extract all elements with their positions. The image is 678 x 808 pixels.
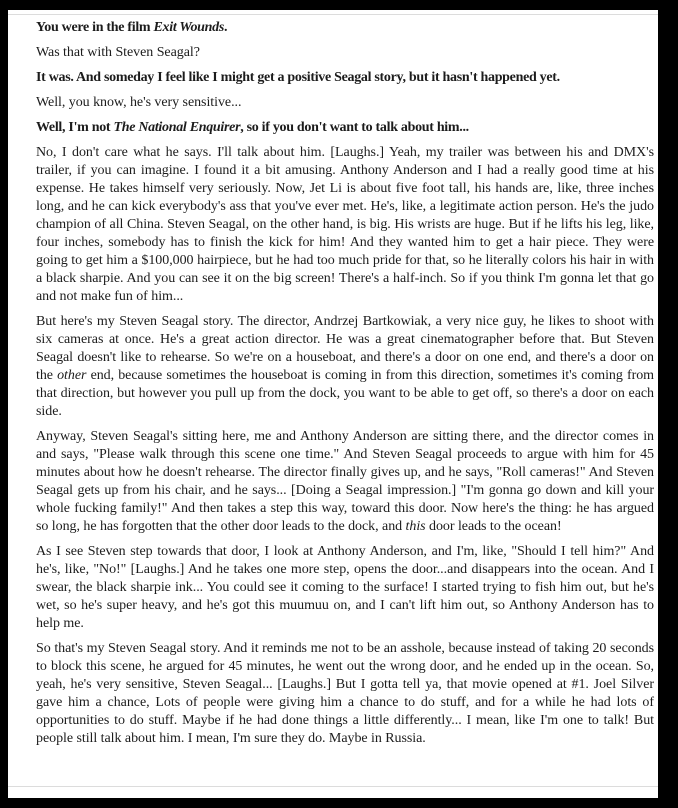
interview-answer: As I see Steven step towards that door, I look at Anthony Anderson, and I'm, like, "Should I tell him?" And he's, like, "No!" [Laughs.] And he takes one more step, opens the door...and disappears into the ocean. And I swear, the black sharpie ink... You could see it coming to the surface! I started trying to fish him out, but he's wet, so he's super heavy, and he's got this muumuu on, and I can't lift him out, so Anthony Anderson has to help me.	[36, 544, 654, 631]
interview-answer: Anyway, Steven Seagal's sitting here, me and Anthony Anderson are sitting there, and the director comes in and says, "Please walk through this scene one time." And Steven Seagal proceeds to argue with him for 45 minutes about how he doesn't rehearse. The director finally gives up, and he says, "Roll cameras!" And Steven Seagal gets up from his chair, and he says... [Doing a Seagal impression.] "I'm gonna go down and kill your whole fucking family!" And then takes a step this way, toward this door. Now here's the thing: he has argued so long, he has forgotten that the other door leads to the dock, and this door leads to the ocean!	[36, 429, 654, 534]
interview-answer: So that's my Steven Seagal story. And it reminds me not to be an asshole, because instead of taking 20 seconds to block this scene, he argued for 45 minutes, he went out the wrong door, and he ended up in the ocean. So, yeah, he's very sensitive, Steven Seagal... [Laughs.] But I gotta tell ya, that movie opened at #1. Joel Silver gave him a chance, Lots of people were giving him a chance to do stuff, and for a while he had lots of opportunities to do stuff. Maybe if he had done things a little differently... I mean, like I'm one to talk! But people still talk about him. I mean, I'm sure they do. Maybe in Russia.	[36, 641, 654, 746]
article	[8, 10, 658, 748]
italic-text: Exit Wounds	[153, 20, 224, 35]
italic-text: this	[405, 519, 426, 534]
interview-question: It was. And someday I feel like I might get a positive Seagal story, but it hasn't happened yet.	[36, 70, 560, 85]
interview-question: You were in the film Exit Wounds.	[36, 20, 228, 35]
interview-answer: No, I don't care what he says. I'll talk about him. [Laughs.] Yeah, my trailer was between his and DMX's trailer, if you can imagine. I found it a bit amusing. Anthony Anderson and I had a really good time at his expense. He takes himself very seriously. Now, Jet Li is about five foot tall, his hands are, like, three inches long, and he can kick everybody's ass that you've ever met. He's, like, a legitimate action person. He's the judo champion of all China. Steven Seagal, on the other hand, is big. His wrists are huge. But if he lifts his leg, like, four inches, somebody has to finish the kick for him! And they wanted him to get a hair piece. They were going to get him a $100,000 hairpiece, but he had too much pride for that, so he literally colors his hair in with a black sharpie. And you can see it on the big screen! There's a half-inch. So if you think I'm gonna let that go and not make fun of him...	[36, 145, 654, 304]
interview-answer: Well, you know, he's very sensitive...	[36, 95, 242, 110]
italic-text: other	[57, 368, 87, 383]
italic-text: The National Enquirer	[113, 120, 241, 135]
interview-answer: Was that with Steven Seagal?	[36, 45, 200, 60]
interview-answer: But here's my Steven Seagal story. The director, Andrzej Bartkowiak, a very nice guy, he likes to shoot with six cameras at once. He's a great action director. He was a great cinematographer before that. But Steven Seagal doesn't like to rehearse. So we're on a houseboat, and there's a door on one end, and there's a door on the other end, because sometimes the houseboat is coming in from this direction, sometimes it's coming from that direction, but however you pull up from the dock, you want to be able to get off, so there's a door on each side.	[36, 314, 654, 419]
document-card	[8, 10, 658, 798]
interview-question: Well, I'm not The National Enquirer, so if you don't want to talk about him...	[36, 120, 469, 135]
